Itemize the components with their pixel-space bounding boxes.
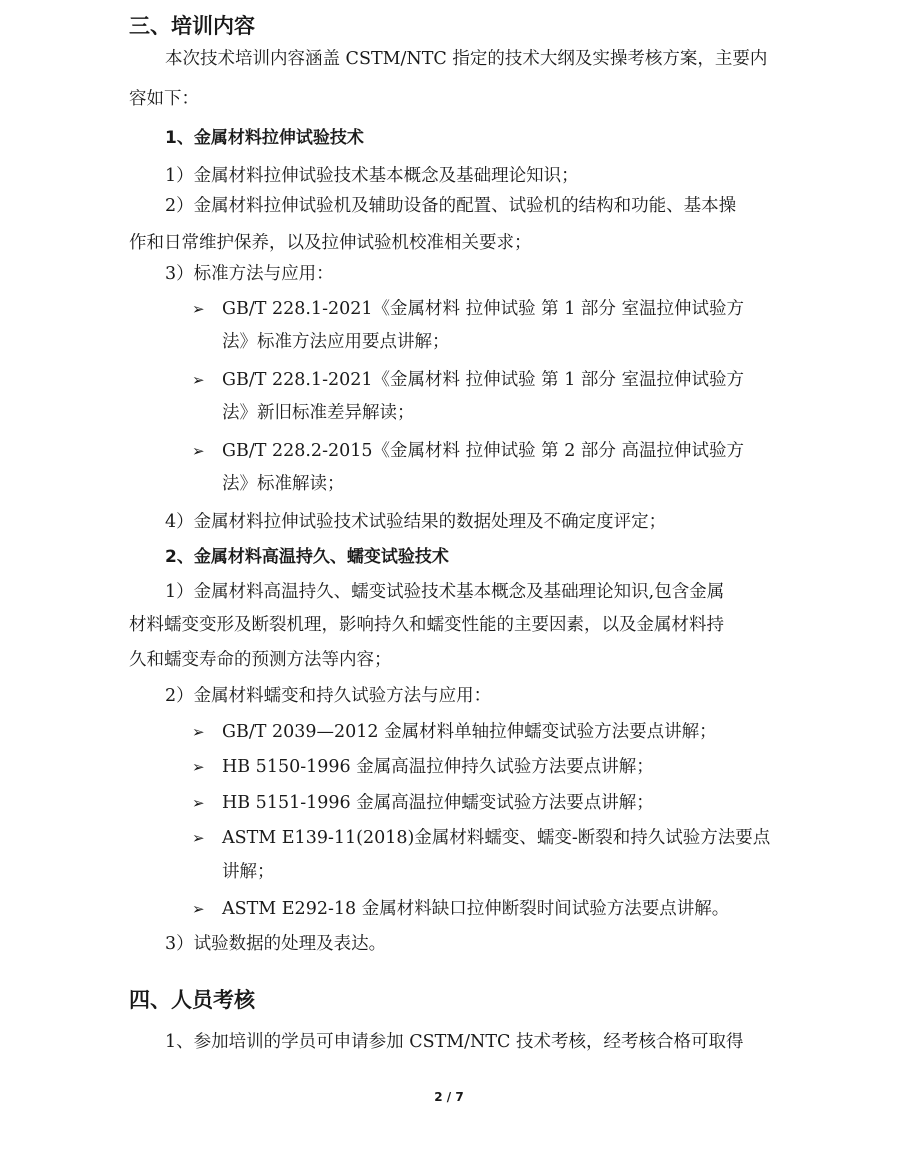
topic-2-item-2: 2）金属材料蠕变和持久试验方法与应用： [165,686,492,706]
topic-1-bullet-2-line-1: GB/T 228.1-2021《金属材料 拉伸试验 第 1 部分 室温拉伸试验方 [222,370,744,390]
topic-1-item-3: 3）标准方法与应用： [165,264,334,284]
bullet-arrow-icon: ➢ [192,300,205,318]
topic-2-item-3: 3）试验数据的处理及表达。 [165,934,387,954]
topic-1-item-2-line-1: 2）金属材料拉伸试验机及辅助设备的配置、试验机的结构和功能、基本操 [165,196,737,216]
intro-line-1: 本次技术培训内容涵盖 CSTM/NTC 指定的技术大纲及实操考核方案，主要内 [165,49,768,69]
topic-1-bullet-2-line-2: 法》新旧标准差异解读； [222,403,415,423]
topic-2-bullet-4-line-1: ASTM E139-11(2018)金属材料蠕变、蠕变-断裂和持久试验方法要点 [222,828,771,848]
topic-1-bullet-3-line-1: GB/T 228.2-2015《金属材料 拉伸试验 第 2 部分 高温拉伸试验方 [222,441,744,461]
topic-2-bullet-5: ASTM E292-18 金属材料缺口拉伸断裂时间试验方法要点讲解。 [222,899,730,919]
topic-2-item-1-line-3: 久和蠕变寿命的预测方法等内容； [129,650,392,670]
bullet-arrow-icon: ➢ [192,371,205,389]
page-number: 2 / 7 [434,1090,464,1104]
topic-2-bullet-1: GB/T 2039—2012 金属材料单轴拉伸蠕变试验方法要点讲解； [222,722,717,742]
topic-2-bullet-3: HB 5151-1996 金属高温拉伸蠕变试验方法要点讲解； [222,793,654,813]
topic-2-bullet-2: HB 5150-1996 金属高温拉伸持久试验方法要点讲解； [222,757,654,777]
topic-1-bullet-1-line-1: GB/T 228.1-2021《金属材料 拉伸试验 第 1 部分 室温拉伸试验方 [222,299,744,319]
section-3-title: 三、培训内容 [129,14,255,38]
bullet-arrow-icon: ➢ [192,794,205,812]
topic-2-bullet-4-line-2: 讲解； [222,862,275,882]
topic-2-item-1-line-2: 材料蠕变变形及断裂机理，影响持久和蠕变性能的主要因素，以及金属材料持 [129,615,724,635]
topic-2-item-1-line-1: 1）金属材料高温持久、蠕变试验技术基本概念及基础理论知识,包含金属 [165,582,725,602]
section-4-item-1: 1、参加培训的学员可申请参加 CSTM/NTC 技术考核，经考核合格可取得 [165,1032,744,1052]
topic-2-heading: 2、金属材料高温持久、蠕变试验技术 [165,547,449,567]
topic-1-item-1: 1）金属材料拉伸试验技术基本概念及基础理论知识； [165,166,579,186]
bullet-arrow-icon: ➢ [192,442,205,460]
bullet-arrow-icon: ➢ [192,900,205,918]
bullet-arrow-icon: ➢ [192,723,205,741]
bullet-arrow-icon: ➢ [192,829,205,847]
intro-line-2: 容如下： [129,89,199,109]
bullet-arrow-icon: ➢ [192,758,205,776]
section-4-title: 四、人员考核 [129,988,255,1012]
topic-1-bullet-3-line-2: 法》标准解读； [222,474,345,494]
topic-1-item-4: 4）金属材料拉伸试验技术试验结果的数据处理及不确定度评定； [165,512,667,532]
topic-1-bullet-1-line-2: 法》标准方法应用要点讲解； [222,332,450,352]
topic-1-item-2-line-2: 作和日常维护保养，以及拉伸试验机校准相关要求； [129,233,532,253]
topic-1-heading: 1、金属材料拉伸试验技术 [165,128,364,148]
